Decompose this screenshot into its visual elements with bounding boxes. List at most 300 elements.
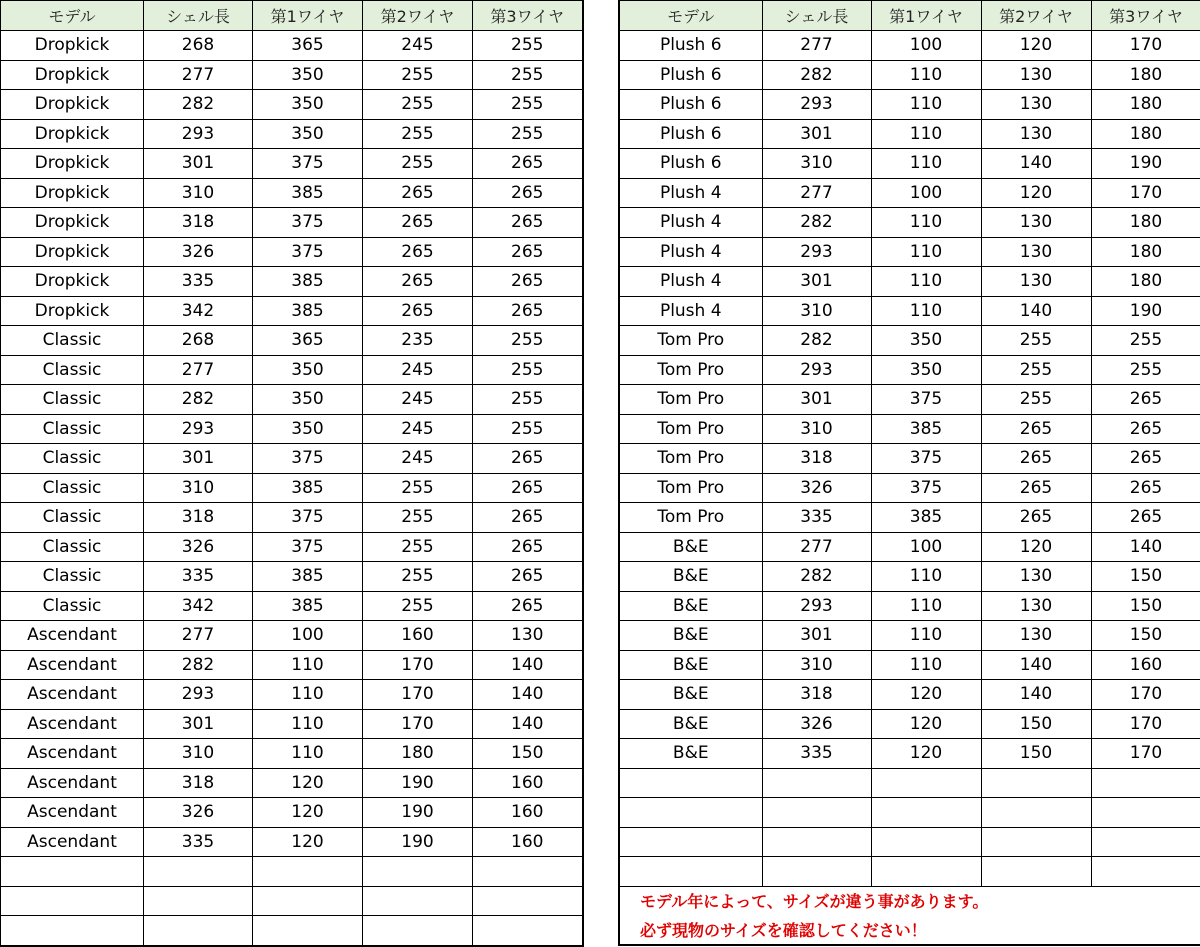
header-model: モデル: [1, 1, 144, 31]
table-row: [1, 444, 583, 474]
empty-cell: [981, 827, 1091, 857]
wire-3-cell: 265: [473, 591, 583, 621]
wire-3-cell: 180: [1091, 237, 1200, 267]
shell-length-cell: 293: [144, 680, 253, 710]
table-row: [1, 31, 583, 61]
table-row: [619, 444, 1200, 474]
wire-1-cell: 120: [253, 827, 363, 857]
empty-cell: [144, 886, 253, 916]
model-cell: Ascendant: [1, 709, 144, 739]
wire-2-cell: 235: [363, 326, 473, 356]
table-row: [1, 473, 583, 503]
table-row: [619, 31, 1200, 61]
wire-2-cell: 130: [981, 237, 1091, 267]
model-cell: Classic: [1, 591, 144, 621]
shell-length-cell: 282: [144, 650, 253, 680]
shell-length-cell: 268: [144, 31, 253, 61]
empty-cell: [762, 768, 871, 798]
shell-length-cell: 301: [762, 119, 871, 149]
empty-cell: [1, 857, 144, 887]
wire-1-cell: 385: [253, 296, 363, 326]
shell-length-cell: 318: [144, 768, 253, 798]
wire-3-cell: 160: [473, 768, 583, 798]
empty-cell: [473, 886, 583, 916]
shell-length-cell: 318: [144, 503, 253, 533]
wire-3-cell: 190: [1091, 149, 1200, 179]
shell-length-cell: 310: [762, 414, 871, 444]
model-cell: B&E: [619, 562, 762, 592]
header-wire-1: 第1ワイヤ: [871, 1, 981, 31]
wire-1-cell: 375: [871, 444, 981, 474]
empty-cell: [762, 798, 871, 828]
model-cell: Ascendant: [1, 621, 144, 651]
wire-2-cell: 255: [363, 532, 473, 562]
table-row: [619, 296, 1200, 326]
wire-3-cell: 255: [473, 414, 583, 444]
shell-length-cell: 310: [762, 650, 871, 680]
model-cell: Plush 6: [619, 31, 762, 61]
wire-3-cell: 255: [473, 60, 583, 90]
shell-length-cell: 310: [144, 739, 253, 769]
model-cell: Classic: [1, 326, 144, 356]
shell-length-cell: 301: [144, 149, 253, 179]
table-row: [1, 768, 583, 798]
wire-1-cell: 120: [871, 739, 981, 769]
wire-3-cell: 265: [473, 237, 583, 267]
shell-length-cell: 326: [762, 709, 871, 739]
table-row: [619, 208, 1200, 238]
wire-3-cell: 265: [1091, 444, 1200, 474]
shell-length-cell: 318: [762, 680, 871, 710]
wire-3-cell: 160: [1091, 650, 1200, 680]
note-row: [619, 886, 1200, 915]
wire-3-cell: 160: [473, 827, 583, 857]
model-cell: Dropkick: [1, 90, 144, 120]
wire-2-cell: 140: [981, 650, 1091, 680]
model-cell: B&E: [619, 680, 762, 710]
wire-1-cell: 110: [253, 650, 363, 680]
wire-2-cell: 170: [363, 650, 473, 680]
table-row: [619, 237, 1200, 267]
shell-length-cell: 282: [762, 326, 871, 356]
wire-2-cell: 130: [981, 267, 1091, 297]
empty-row: [1, 857, 583, 887]
shell-length-cell: 301: [762, 621, 871, 651]
wire-2-cell: 130: [981, 119, 1091, 149]
note-cell: [619, 886, 1200, 915]
wire-2-cell: 265: [363, 178, 473, 208]
shell-length-cell: 335: [144, 827, 253, 857]
table-row: [619, 650, 1200, 680]
wire-2-cell: 170: [363, 680, 473, 710]
shell-length-cell: 277: [144, 355, 253, 385]
wire-3-cell: 265: [473, 532, 583, 562]
wire-3-cell: 160: [473, 798, 583, 828]
wire-2-cell: 170: [363, 709, 473, 739]
wire-1-cell: 375: [253, 149, 363, 179]
shell-length-cell: 301: [144, 709, 253, 739]
wire-1-cell: 110: [871, 237, 981, 267]
model-cell: Tom Pro: [619, 444, 762, 474]
shell-length-cell: 342: [144, 296, 253, 326]
shell-length-cell: 326: [144, 798, 253, 828]
shell-length-cell: 293: [762, 355, 871, 385]
wire-1-cell: 350: [871, 326, 981, 356]
model-cell: Dropkick: [1, 237, 144, 267]
shell-length-cell: 310: [762, 149, 871, 179]
model-cell: Classic: [1, 444, 144, 474]
wire-2-cell: 265: [363, 267, 473, 297]
wire-3-cell: 265: [473, 267, 583, 297]
table-row: [1, 680, 583, 710]
table-row: [619, 562, 1200, 592]
empty-row: [1, 886, 583, 916]
table-row: [619, 709, 1200, 739]
table-row: [1, 208, 583, 238]
table-row: [1, 532, 583, 562]
wire-1-cell: 100: [871, 532, 981, 562]
wire-3-cell: 180: [1091, 119, 1200, 149]
empty-cell: [871, 857, 981, 887]
shell-length-cell: 282: [762, 562, 871, 592]
wire-2-cell: 255: [363, 119, 473, 149]
model-cell: Dropkick: [1, 296, 144, 326]
wire-3-cell: 265: [1091, 414, 1200, 444]
wire-1-cell: 385: [253, 178, 363, 208]
wire-2-cell: 140: [981, 149, 1091, 179]
model-cell: Classic: [1, 473, 144, 503]
model-cell: B&E: [619, 739, 762, 769]
wire-2-cell: 130: [981, 90, 1091, 120]
empty-cell: [1091, 798, 1200, 828]
empty-cell: [253, 886, 363, 916]
empty-cell: [619, 798, 762, 828]
wire-2-cell: 265: [363, 208, 473, 238]
header-row: [1, 1, 583, 31]
wire-3-cell: 255: [473, 326, 583, 356]
note-row: [619, 915, 1200, 945]
wire-1-cell: 110: [871, 208, 981, 238]
shell-length-cell: 293: [144, 414, 253, 444]
wire-2-cell: 150: [981, 739, 1091, 769]
wire-2-cell: 265: [981, 503, 1091, 533]
empty-cell: [144, 916, 253, 946]
wire-2-cell: 255: [363, 473, 473, 503]
wire-3-cell: 150: [1091, 621, 1200, 651]
wire-2-cell: 120: [981, 532, 1091, 562]
table-row: [1, 326, 583, 356]
model-cell: Plush 6: [619, 149, 762, 179]
wire-1-cell: 110: [871, 650, 981, 680]
shell-length-cell: 335: [144, 562, 253, 592]
right-size-table: [618, 0, 1200, 946]
wire-1-cell: 350: [253, 90, 363, 120]
wire-2-cell: 120: [981, 31, 1091, 61]
shell-length-cell: 277: [144, 60, 253, 90]
model-year-warning-text: モデル年によって、サイズが違う事があります。: [640, 892, 989, 912]
wire-3-cell: 170: [1091, 709, 1200, 739]
table-row: [1, 827, 583, 857]
empty-cell: [1, 916, 144, 946]
wire-3-cell: 265: [473, 149, 583, 179]
empty-cell: [1091, 768, 1200, 798]
empty-cell: [619, 857, 762, 887]
empty-cell: [871, 798, 981, 828]
model-cell: Classic: [1, 385, 144, 415]
wire-3-cell: 265: [473, 473, 583, 503]
wire-2-cell: 130: [981, 562, 1091, 592]
table-row: [1, 296, 583, 326]
wire-3-cell: 265: [473, 444, 583, 474]
wire-2-cell: 190: [363, 768, 473, 798]
model-cell: Classic: [1, 355, 144, 385]
wire-1-cell: 110: [253, 709, 363, 739]
header-wire-3: 第3ワイヤ: [1091, 1, 1200, 31]
table-row: [619, 503, 1200, 533]
table-row: [1, 621, 583, 651]
wire-3-cell: 265: [473, 178, 583, 208]
wire-2-cell: 130: [981, 208, 1091, 238]
wire-3-cell: 265: [473, 208, 583, 238]
wire-3-cell: 140: [473, 709, 583, 739]
shell-length-cell: 310: [762, 296, 871, 326]
shell-length-cell: 282: [762, 208, 871, 238]
model-cell: Dropkick: [1, 267, 144, 297]
model-cell: Plush 6: [619, 119, 762, 149]
model-cell: Ascendant: [1, 739, 144, 769]
wire-1-cell: 110: [871, 621, 981, 651]
wire-2-cell: 130: [981, 621, 1091, 651]
table-row: [1, 355, 583, 385]
empty-cell: [871, 768, 981, 798]
model-cell: Plush 4: [619, 208, 762, 238]
shell-length-cell: 268: [144, 326, 253, 356]
table-row: [1, 650, 583, 680]
wire-3-cell: 140: [1091, 532, 1200, 562]
model-cell: Dropkick: [1, 31, 144, 61]
empty-row: [619, 798, 1200, 828]
wire-3-cell: 180: [1091, 267, 1200, 297]
wire-2-cell: 265: [981, 444, 1091, 474]
wire-3-cell: 150: [1091, 562, 1200, 592]
header-shell-length: シェル長: [144, 1, 253, 31]
wire-1-cell: 385: [253, 473, 363, 503]
table-row: [1, 237, 583, 267]
shell-length-cell: 301: [762, 267, 871, 297]
table-row: [619, 680, 1200, 710]
wire-1-cell: 350: [253, 60, 363, 90]
model-cell: Plush 4: [619, 296, 762, 326]
table-row: [619, 326, 1200, 356]
table-row: [619, 414, 1200, 444]
wire-3-cell: 255: [473, 90, 583, 120]
model-cell: B&E: [619, 709, 762, 739]
table-row: [619, 591, 1200, 621]
table-row: [619, 355, 1200, 385]
wire-2-cell: 255: [363, 60, 473, 90]
wire-1-cell: 120: [253, 768, 363, 798]
table-row: [1, 385, 583, 415]
wire-1-cell: 350: [253, 385, 363, 415]
wire-3-cell: 170: [1091, 31, 1200, 61]
table-row: [1, 709, 583, 739]
empty-cell: [619, 768, 762, 798]
wire-2-cell: 140: [981, 680, 1091, 710]
wire-2-cell: 140: [981, 296, 1091, 326]
shell-length-cell: 335: [144, 267, 253, 297]
wire-3-cell: 150: [473, 739, 583, 769]
empty-row: [1, 916, 583, 946]
shell-length-cell: 293: [144, 119, 253, 149]
wire-1-cell: 375: [871, 385, 981, 415]
wire-3-cell: 140: [473, 680, 583, 710]
model-cell: Tom Pro: [619, 326, 762, 356]
wire-3-cell: 255: [1091, 326, 1200, 356]
wire-1-cell: 375: [253, 208, 363, 238]
empty-cell: [981, 798, 1091, 828]
wire-2-cell: 265: [981, 414, 1091, 444]
wire-3-cell: 130: [473, 621, 583, 651]
wire-2-cell: 130: [981, 591, 1091, 621]
model-cell: Dropkick: [1, 149, 144, 179]
wire-1-cell: 120: [871, 709, 981, 739]
wire-1-cell: 350: [253, 414, 363, 444]
wire-3-cell: 180: [1091, 60, 1200, 90]
model-cell: Plush 6: [619, 60, 762, 90]
shell-length-cell: 293: [762, 90, 871, 120]
shell-length-cell: 282: [144, 385, 253, 415]
check-size-warning-text: 必ず現物のサイズを確認してください！: [640, 920, 927, 940]
wire-2-cell: 190: [363, 827, 473, 857]
wire-1-cell: 350: [253, 355, 363, 385]
wire-1-cell: 110: [871, 149, 981, 179]
wire-1-cell: 365: [253, 31, 363, 61]
model-cell: B&E: [619, 591, 762, 621]
table-row: [619, 149, 1200, 179]
wire-3-cell: 255: [1091, 355, 1200, 385]
model-cell: Classic: [1, 503, 144, 533]
wire-2-cell: 130: [981, 60, 1091, 90]
wire-2-cell: 245: [363, 31, 473, 61]
wire-3-cell: 180: [1091, 208, 1200, 238]
model-cell: Ascendant: [1, 768, 144, 798]
header-wire-3: 第3ワイヤ: [473, 1, 583, 31]
table-row: [619, 473, 1200, 503]
wire-3-cell: 265: [473, 296, 583, 326]
model-cell: Ascendant: [1, 650, 144, 680]
wire-2-cell: 255: [363, 149, 473, 179]
table-row: [1, 414, 583, 444]
wire-2-cell: 245: [363, 385, 473, 415]
shell-length-cell: 326: [762, 473, 871, 503]
empty-row: [619, 768, 1200, 798]
wire-3-cell: 255: [473, 31, 583, 61]
wire-2-cell: 245: [363, 444, 473, 474]
wire-1-cell: 100: [871, 31, 981, 61]
table-row: [619, 267, 1200, 297]
wire-1-cell: 110: [253, 680, 363, 710]
empty-cell: [363, 916, 473, 946]
shell-length-cell: 277: [144, 621, 253, 651]
shell-length-cell: 282: [144, 90, 253, 120]
wire-2-cell: 255: [363, 562, 473, 592]
wire-2-cell: 190: [363, 798, 473, 828]
wire-2-cell: 265: [363, 237, 473, 267]
wire-2-cell: 150: [981, 709, 1091, 739]
empty-cell: [981, 857, 1091, 887]
model-cell: Dropkick: [1, 178, 144, 208]
wire-1-cell: 110: [871, 562, 981, 592]
table-row: [619, 60, 1200, 90]
wire-1-cell: 110: [253, 739, 363, 769]
wire-2-cell: 255: [981, 355, 1091, 385]
note-cell: [619, 915, 1200, 945]
wire-3-cell: 265: [1091, 473, 1200, 503]
wire-2-cell: 255: [981, 326, 1091, 356]
empty-cell: [363, 857, 473, 887]
empty-cell: [144, 857, 253, 887]
model-cell: Tom Pro: [619, 355, 762, 385]
table-row: [1, 591, 583, 621]
model-cell: Ascendant: [1, 680, 144, 710]
empty-cell: [253, 857, 363, 887]
wire-2-cell: 160: [363, 621, 473, 651]
wire-1-cell: 365: [253, 326, 363, 356]
table-row: [619, 621, 1200, 651]
empty-cell: [253, 916, 363, 946]
wire-2-cell: 265: [981, 473, 1091, 503]
empty-cell: [981, 768, 1091, 798]
model-cell: Tom Pro: [619, 414, 762, 444]
wire-1-cell: 350: [253, 119, 363, 149]
wire-1-cell: 120: [871, 680, 981, 710]
table-row: [1, 503, 583, 533]
model-cell: Tom Pro: [619, 473, 762, 503]
wire-2-cell: 255: [363, 503, 473, 533]
shell-length-cell: 277: [762, 178, 871, 208]
model-cell: Dropkick: [1, 119, 144, 149]
header-shell-length: シェル長: [762, 1, 871, 31]
model-cell: Ascendant: [1, 827, 144, 857]
wire-1-cell: 375: [253, 444, 363, 474]
wire-1-cell: 385: [253, 267, 363, 297]
wire-1-cell: 110: [871, 90, 981, 120]
wire-1-cell: 110: [871, 267, 981, 297]
wire-3-cell: 265: [1091, 503, 1200, 533]
model-cell: Classic: [1, 532, 144, 562]
model-cell: Plush 4: [619, 178, 762, 208]
wire-1-cell: 385: [253, 562, 363, 592]
empty-cell: [1091, 857, 1200, 887]
shell-length-cell: 293: [762, 591, 871, 621]
shell-length-cell: 301: [144, 444, 253, 474]
header-wire-2: 第2ワイヤ: [363, 1, 473, 31]
empty-cell: [762, 827, 871, 857]
empty-cell: [473, 857, 583, 887]
wire-1-cell: 385: [253, 591, 363, 621]
wire-1-cell: 110: [871, 591, 981, 621]
table-row: [619, 90, 1200, 120]
wire-1-cell: 375: [253, 503, 363, 533]
shell-length-cell: 318: [144, 208, 253, 238]
wire-1-cell: 110: [871, 119, 981, 149]
wire-3-cell: 255: [473, 355, 583, 385]
empty-row: [619, 827, 1200, 857]
shell-length-cell: 310: [144, 178, 253, 208]
model-cell: Dropkick: [1, 60, 144, 90]
empty-cell: [762, 857, 871, 887]
model-cell: Dropkick: [1, 208, 144, 238]
